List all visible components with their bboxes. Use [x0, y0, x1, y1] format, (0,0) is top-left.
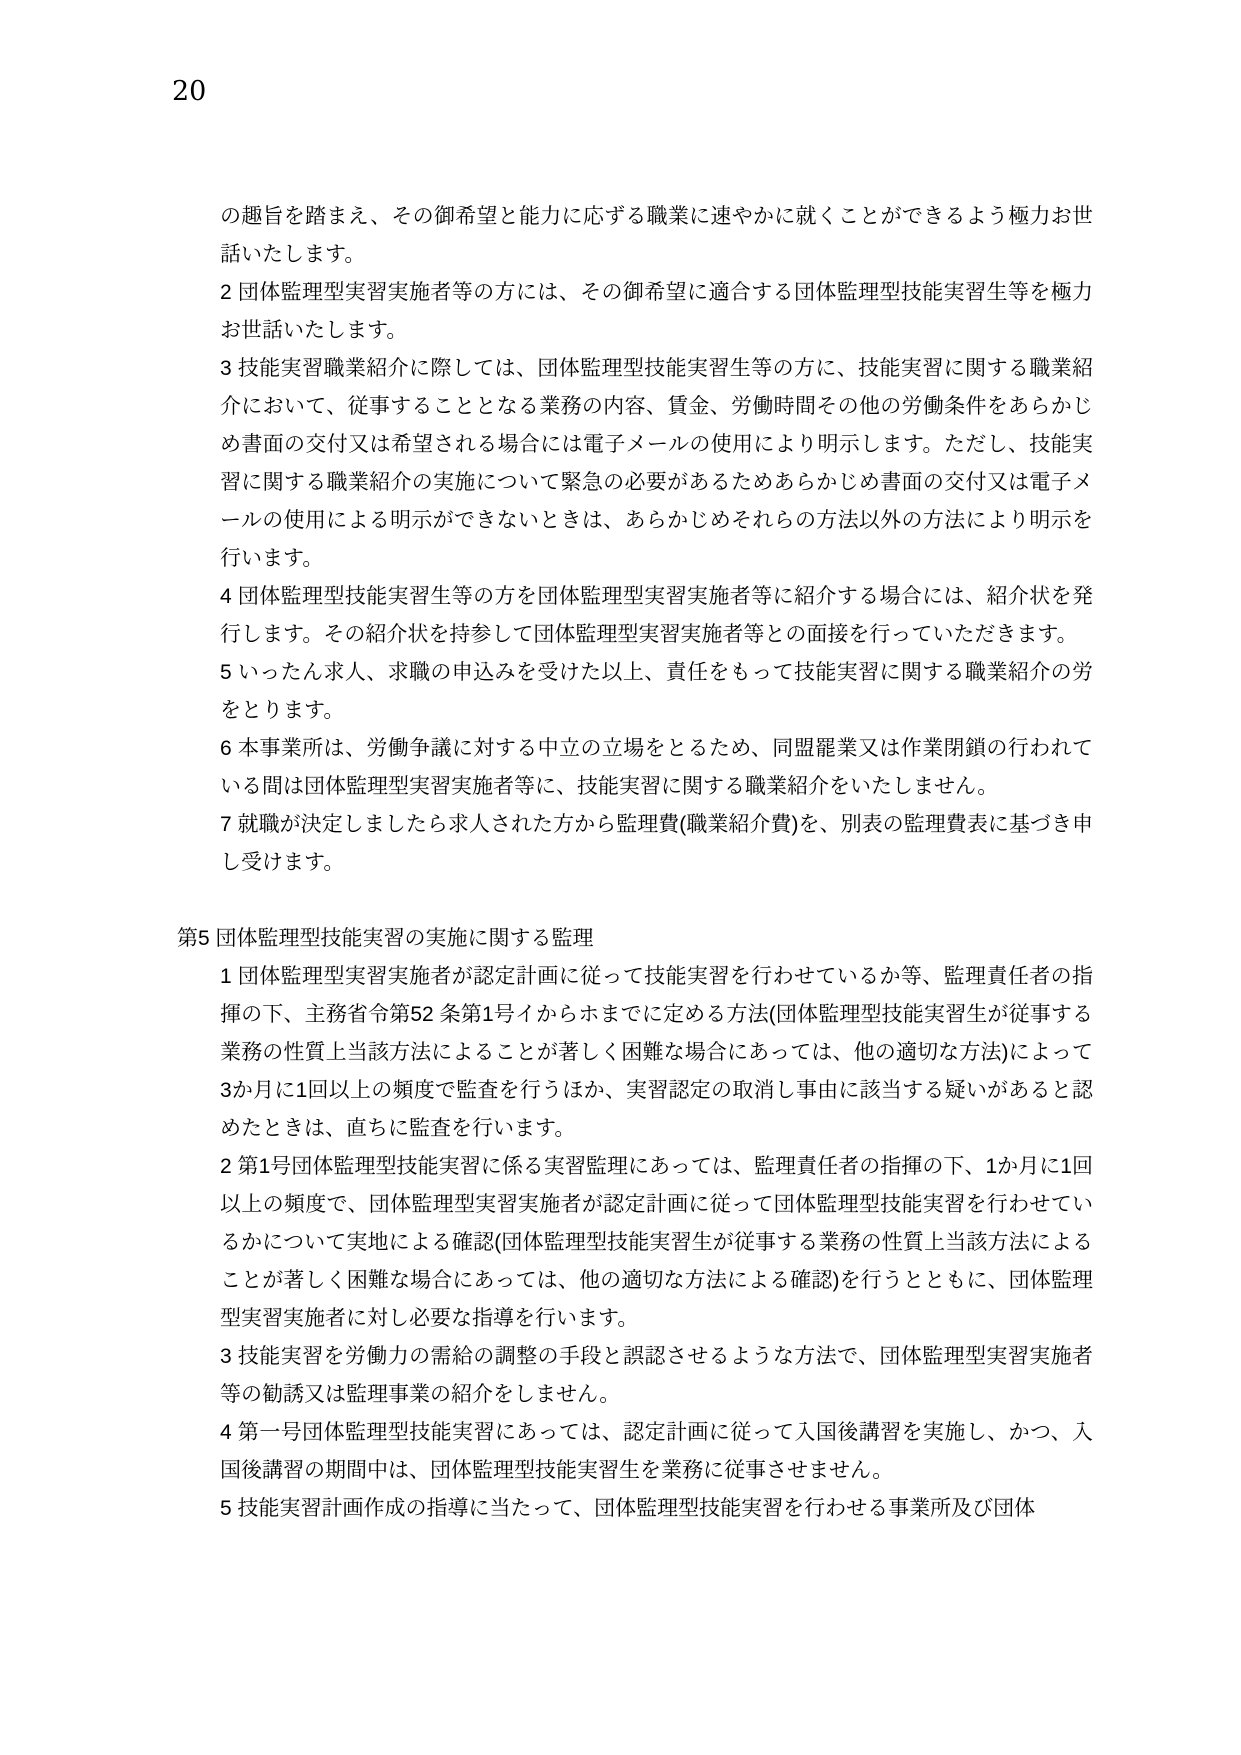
section-heading: 第5 団体監理型技能実習の実施に関する監理 [177, 927, 594, 950]
paragraph: 3 技能実習を労働力の需給の調整の手段と誤認させるような方法で、団体監理型実習実施者等の勧誘又は監理事業の紹介をしません。 [220, 1345, 1093, 1406]
paragraph: 1 団体監理型実習実施者が認定計画に従って技能実習を行わせているか等、監理責任者の指揮の下、主務省令第52 条第1号イからホまでに定める方法(団体監理型技能実習生が従事する業務の性質上当該方法によることが著しく困難な場合にあっては、他の適切な方法)によって3か月に1回以上の頻度で監査を行うほか、実習認定の取消し事由に該当する疑いがあると認めたときは、直ちに監査を行います。 [220, 965, 1093, 1140]
paragraph: 4 団体監理型技能実習生等の方を団体監理型実習実施者等に紹介する場合には、紹介状を発行します。その紹介状を持参して団体監理型実習実施者等との面接を行っていただきます。 [220, 585, 1093, 646]
paragraph: 6 本事業所は、労働争議に対する中立の立場をとるため、同盟罷業又は作業閉鎖の行われている間は団体監理型実習実施者等に、技能実習に関する職業紹介をいたしません。 [220, 737, 1093, 798]
section-continued [177, 198, 1093, 882]
paragraph: の趣旨を踏まえ、その御希望と能力に応ずる職業に速やかに就くことができるよう極力お世話いたします。 [220, 205, 1093, 266]
paragraph: 5 技能実習計画作成の指導に当たって、団体監理型技能実習を行わせる事業所及び団体 [220, 1497, 1036, 1520]
section-5 [177, 920, 1093, 1528]
paragraph: 2 団体監理型実習実施者等の方には、その御希望に適合する団体監理型技能実習生等を極力お世話いたします。 [220, 281, 1093, 342]
paragraph: 5 いったん求人、求職の申込みを受けた以上、責任をもって技能実習に関する職業紹介の労をとります。 [220, 661, 1093, 722]
document-body [177, 198, 1093, 1528]
paragraph: 4 第一号団体監理型技能実習にあっては、認定計画に従って入国後講習を実施し、かつ、入国後講習の期間中は、団体監理型技能実習生を業務に従事させません。 [220, 1421, 1093, 1482]
paragraph: 3 技能実習職業紹介に際しては、団体監理型技能実習生等の方に、技能実習に関する職業紹介において、従事することとなる業務の内容、賃金、労働時間その他の労働条件をあらかじめ書面の交付又は希望される場合には電子メールの使用により明示します。ただし、技能実習に関する職業紹介の実施について緊急の必要があるためあらかじめ書面の交付又は電子メールの使用による明示ができないときは、あらかじめそれらの方法以外の方法により明示を行います。 [220, 357, 1093, 570]
page-number: 20 [172, 76, 207, 107]
paragraph: 7 就職が決定しましたら求人された方から監理費(職業紹介費)を、別表の監理費表に基づき申し受けます。 [220, 813, 1093, 874]
paragraph: 2 第1号団体監理型技能実習に係る実習監理にあっては、監理責任者の指揮の下、1か月に1回以上の頻度で、団体監理型実習実施者が認定計画に従って団体監理型技能実習を行わせているかについて実地による確認(団体監理型技能実習生が従事する業務の性質上当該方法によることが著しく困難な場合にあっては、他の適切な方法による確認)を行うとともに、団体監理型実習実施者に対し必要な指導を行います。 [220, 1155, 1093, 1330]
